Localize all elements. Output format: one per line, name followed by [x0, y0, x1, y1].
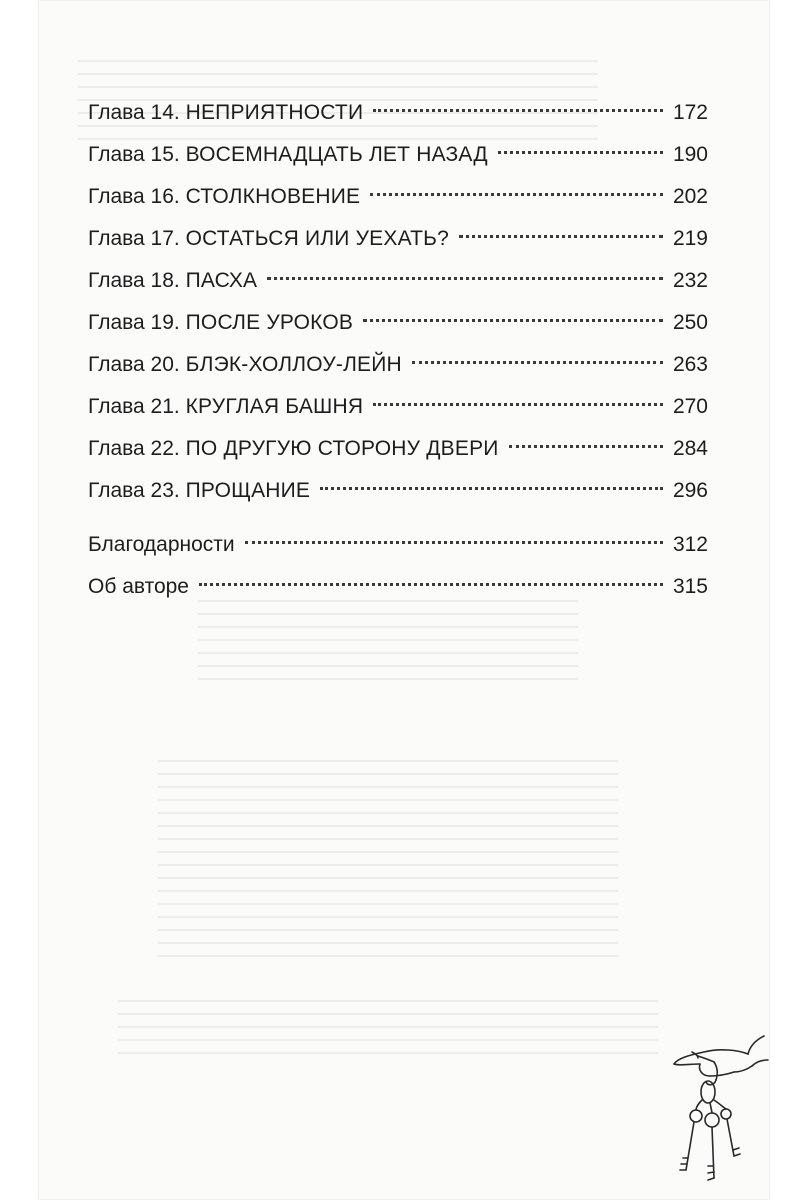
toc-entry-label: Об авторе — [88, 575, 189, 598]
dot-leader — [412, 361, 663, 364]
toc-entry-label: Глава 22. ПО ДРУГУЮ СТОРОНУ ДВЕРИ — [88, 437, 499, 460]
dot-leader — [459, 235, 663, 238]
toc-entry-label: Глава 19. ПОСЛЕ УРОКОВ — [88, 311, 354, 334]
toc-entry-label: Глава 20. БЛЭК-ХОЛЛОУ-ЛЕЙН — [88, 353, 402, 376]
toc-entry[interactable] — [88, 176, 708, 218]
show-through-text — [118, 1000, 658, 1060]
toc-page-number: 263 — [672, 353, 708, 376]
hand-holding-keys-icon — [668, 1030, 770, 1200]
toc-entry-about-author[interactable] — [88, 566, 708, 608]
toc-page-number: 190 — [672, 143, 708, 166]
toc-page-number: 232 — [672, 269, 708, 292]
toc-entry-label: Глава 18. ПАСХА — [88, 269, 258, 292]
dot-leader — [267, 277, 663, 280]
toc-entry[interactable] — [88, 386, 708, 428]
dot-leader — [320, 487, 663, 490]
dot-leader — [245, 541, 663, 544]
dot-leader — [363, 319, 663, 322]
toc-entry-label: Глава 15. ВОСЕМНАДЦАТЬ ЛЕТ НАЗАД — [88, 143, 488, 166]
toc-page-number: 219 — [672, 227, 708, 250]
toc-entry[interactable] — [88, 92, 708, 134]
toc-entry[interactable] — [88, 218, 708, 260]
toc-page-number: 270 — [672, 395, 708, 418]
toc-page-number: 296 — [672, 479, 708, 502]
toc-page-number: 250 — [672, 311, 708, 334]
table-of-contents — [88, 92, 708, 608]
toc-entry-label: Глава 16. СТОЛКНОВЕНИЕ — [88, 185, 361, 208]
toc-page-number: 284 — [672, 437, 708, 460]
dot-leader — [370, 193, 663, 196]
dot-leader — [199, 583, 663, 586]
toc-entry[interactable] — [88, 302, 708, 344]
book-page — [38, 0, 770, 1200]
toc-page-number: 312 — [672, 533, 708, 556]
toc-entry-label: Глава 21. КРУГЛАЯ БАШНЯ — [88, 395, 364, 418]
toc-entry-label: Глава 14. НЕПРИЯТНОСТИ — [88, 101, 364, 124]
toc-entry-label: Глава 17. ОСТАТЬСЯ ИЛИ УЕХАТЬ? — [88, 227, 450, 250]
dot-leader — [373, 109, 663, 112]
dot-leader — [498, 151, 663, 154]
show-through-text — [158, 760, 618, 960]
toc-entry[interactable] — [88, 470, 708, 512]
toc-entry[interactable] — [88, 260, 708, 302]
toc-page-number: 202 — [672, 185, 708, 208]
dot-leader — [373, 403, 663, 406]
toc-entry-acknowledgements[interactable] — [88, 524, 708, 566]
toc-page-number: 172 — [672, 101, 708, 124]
toc-entry[interactable] — [88, 344, 708, 386]
toc-entry-label: Благодарности — [88, 533, 235, 556]
dot-leader — [509, 445, 663, 448]
toc-entry[interactable] — [88, 134, 708, 176]
show-through-text — [198, 600, 578, 690]
toc-entry[interactable] — [88, 428, 708, 470]
toc-page-number: 315 — [672, 575, 708, 598]
toc-entry-label: Глава 23. ПРОЩАНИЕ — [88, 479, 311, 502]
